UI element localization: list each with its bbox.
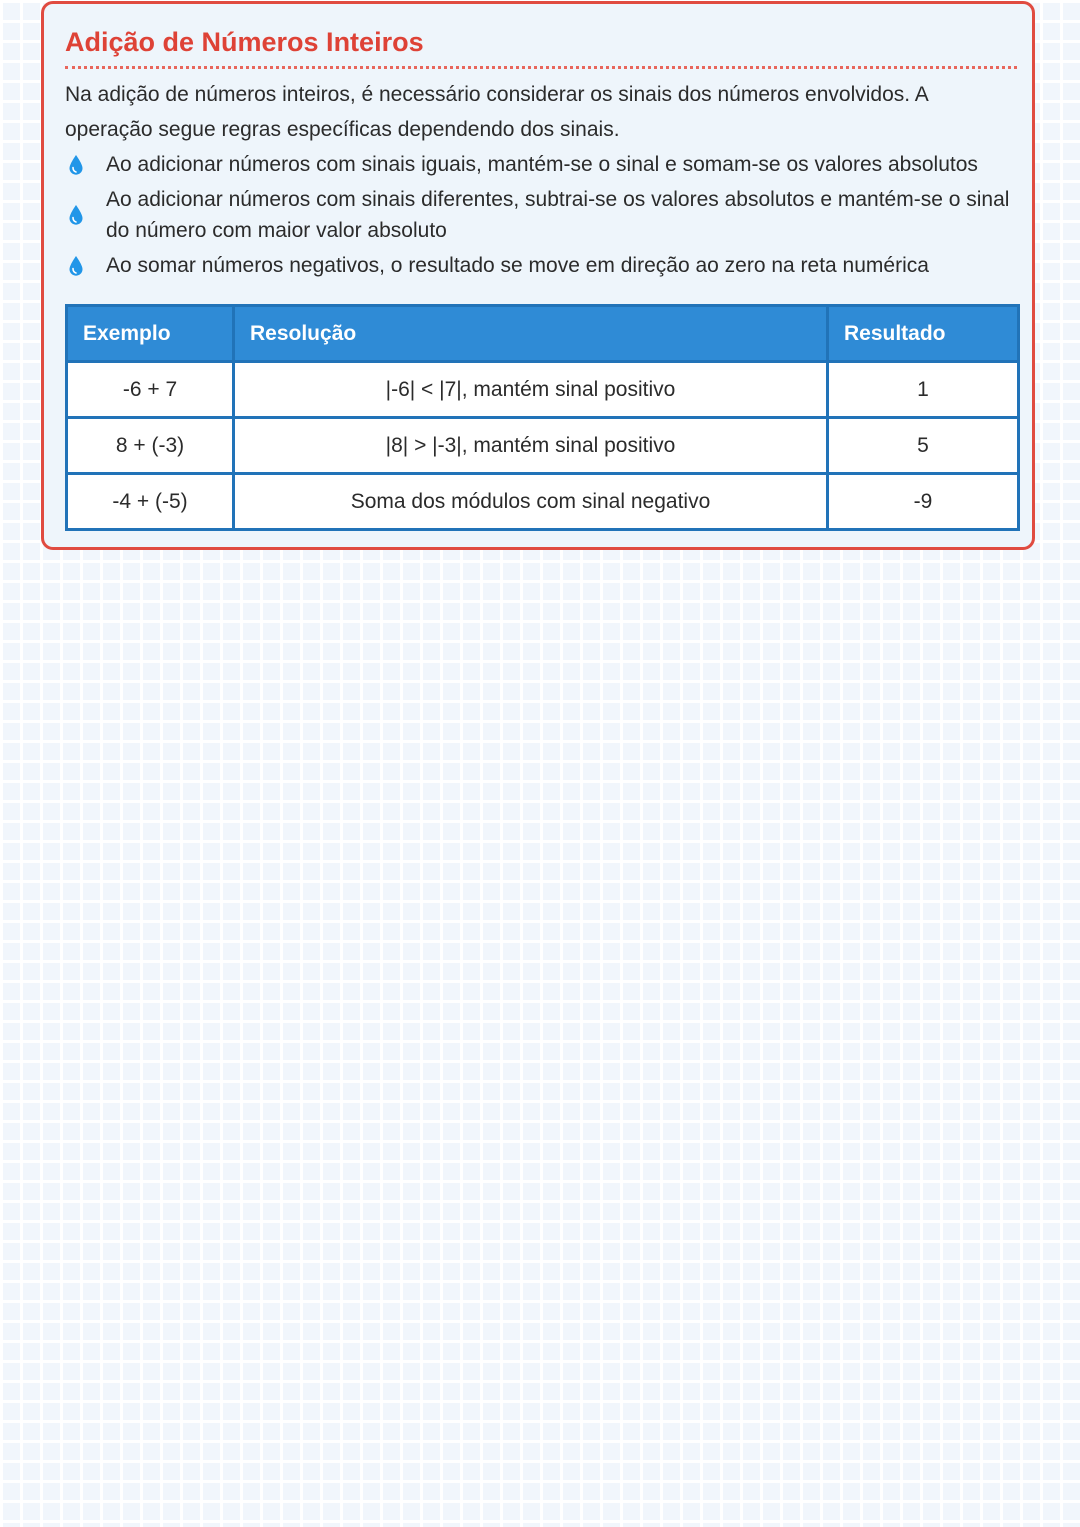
info-card [41, 1, 1035, 550]
cell-exemplo: -4 + (-5) [67, 474, 234, 530]
cell-exemplo: 8 + (-3) [67, 418, 234, 474]
table-row [67, 362, 1019, 418]
rule-text: Ao adicionar números com sinais diferentes, subtrai-se os valores absolutos e mantém-se o sinal do número com maior valor absoluto [106, 188, 1010, 242]
rule-item [65, 149, 1012, 180]
water-drop-icon [68, 154, 84, 176]
cell-resolucao: Soma dos módulos com sinal negativo [234, 474, 828, 530]
cell-resolucao: |-6| < |7|, mantém sinal positivo [234, 362, 828, 418]
intro-paragraph: Na adição de números inteiros, é necessário considerar os sinais dos números envolvidos. A operação segue regras específicas dependendo dos sinais. [65, 83, 928, 141]
cell-resultado: 5 [828, 418, 1019, 474]
water-drop-icon [68, 204, 84, 226]
cell-resolucao: |8| > |-3|, mantém sinal positivo [234, 418, 828, 474]
table-row [67, 418, 1019, 474]
card-title: Adição de Números Inteiros [65, 24, 1017, 69]
rule-text: Ao adicionar números com sinais iguais, mantém-se o sinal e somam-se os valores absolutos [106, 153, 978, 176]
table-row [67, 474, 1019, 530]
rules-list [65, 149, 1012, 281]
rule-item [65, 184, 1012, 246]
table-header-row [67, 306, 1019, 362]
rule-item [65, 250, 1012, 281]
cell-exemplo: -6 + 7 [67, 362, 234, 418]
cell-resultado: 1 [828, 362, 1019, 418]
cell-resultado: -9 [828, 474, 1019, 530]
header-resultado: Resultado [828, 306, 1019, 362]
examples-table [65, 304, 1020, 531]
water-drop-icon [68, 255, 84, 277]
header-resolucao: Resolução [234, 306, 828, 362]
rule-text: Ao somar números negativos, o resultado se move em direção ao zero na reta numérica [106, 254, 929, 277]
header-exemplo: Exemplo [67, 306, 234, 362]
